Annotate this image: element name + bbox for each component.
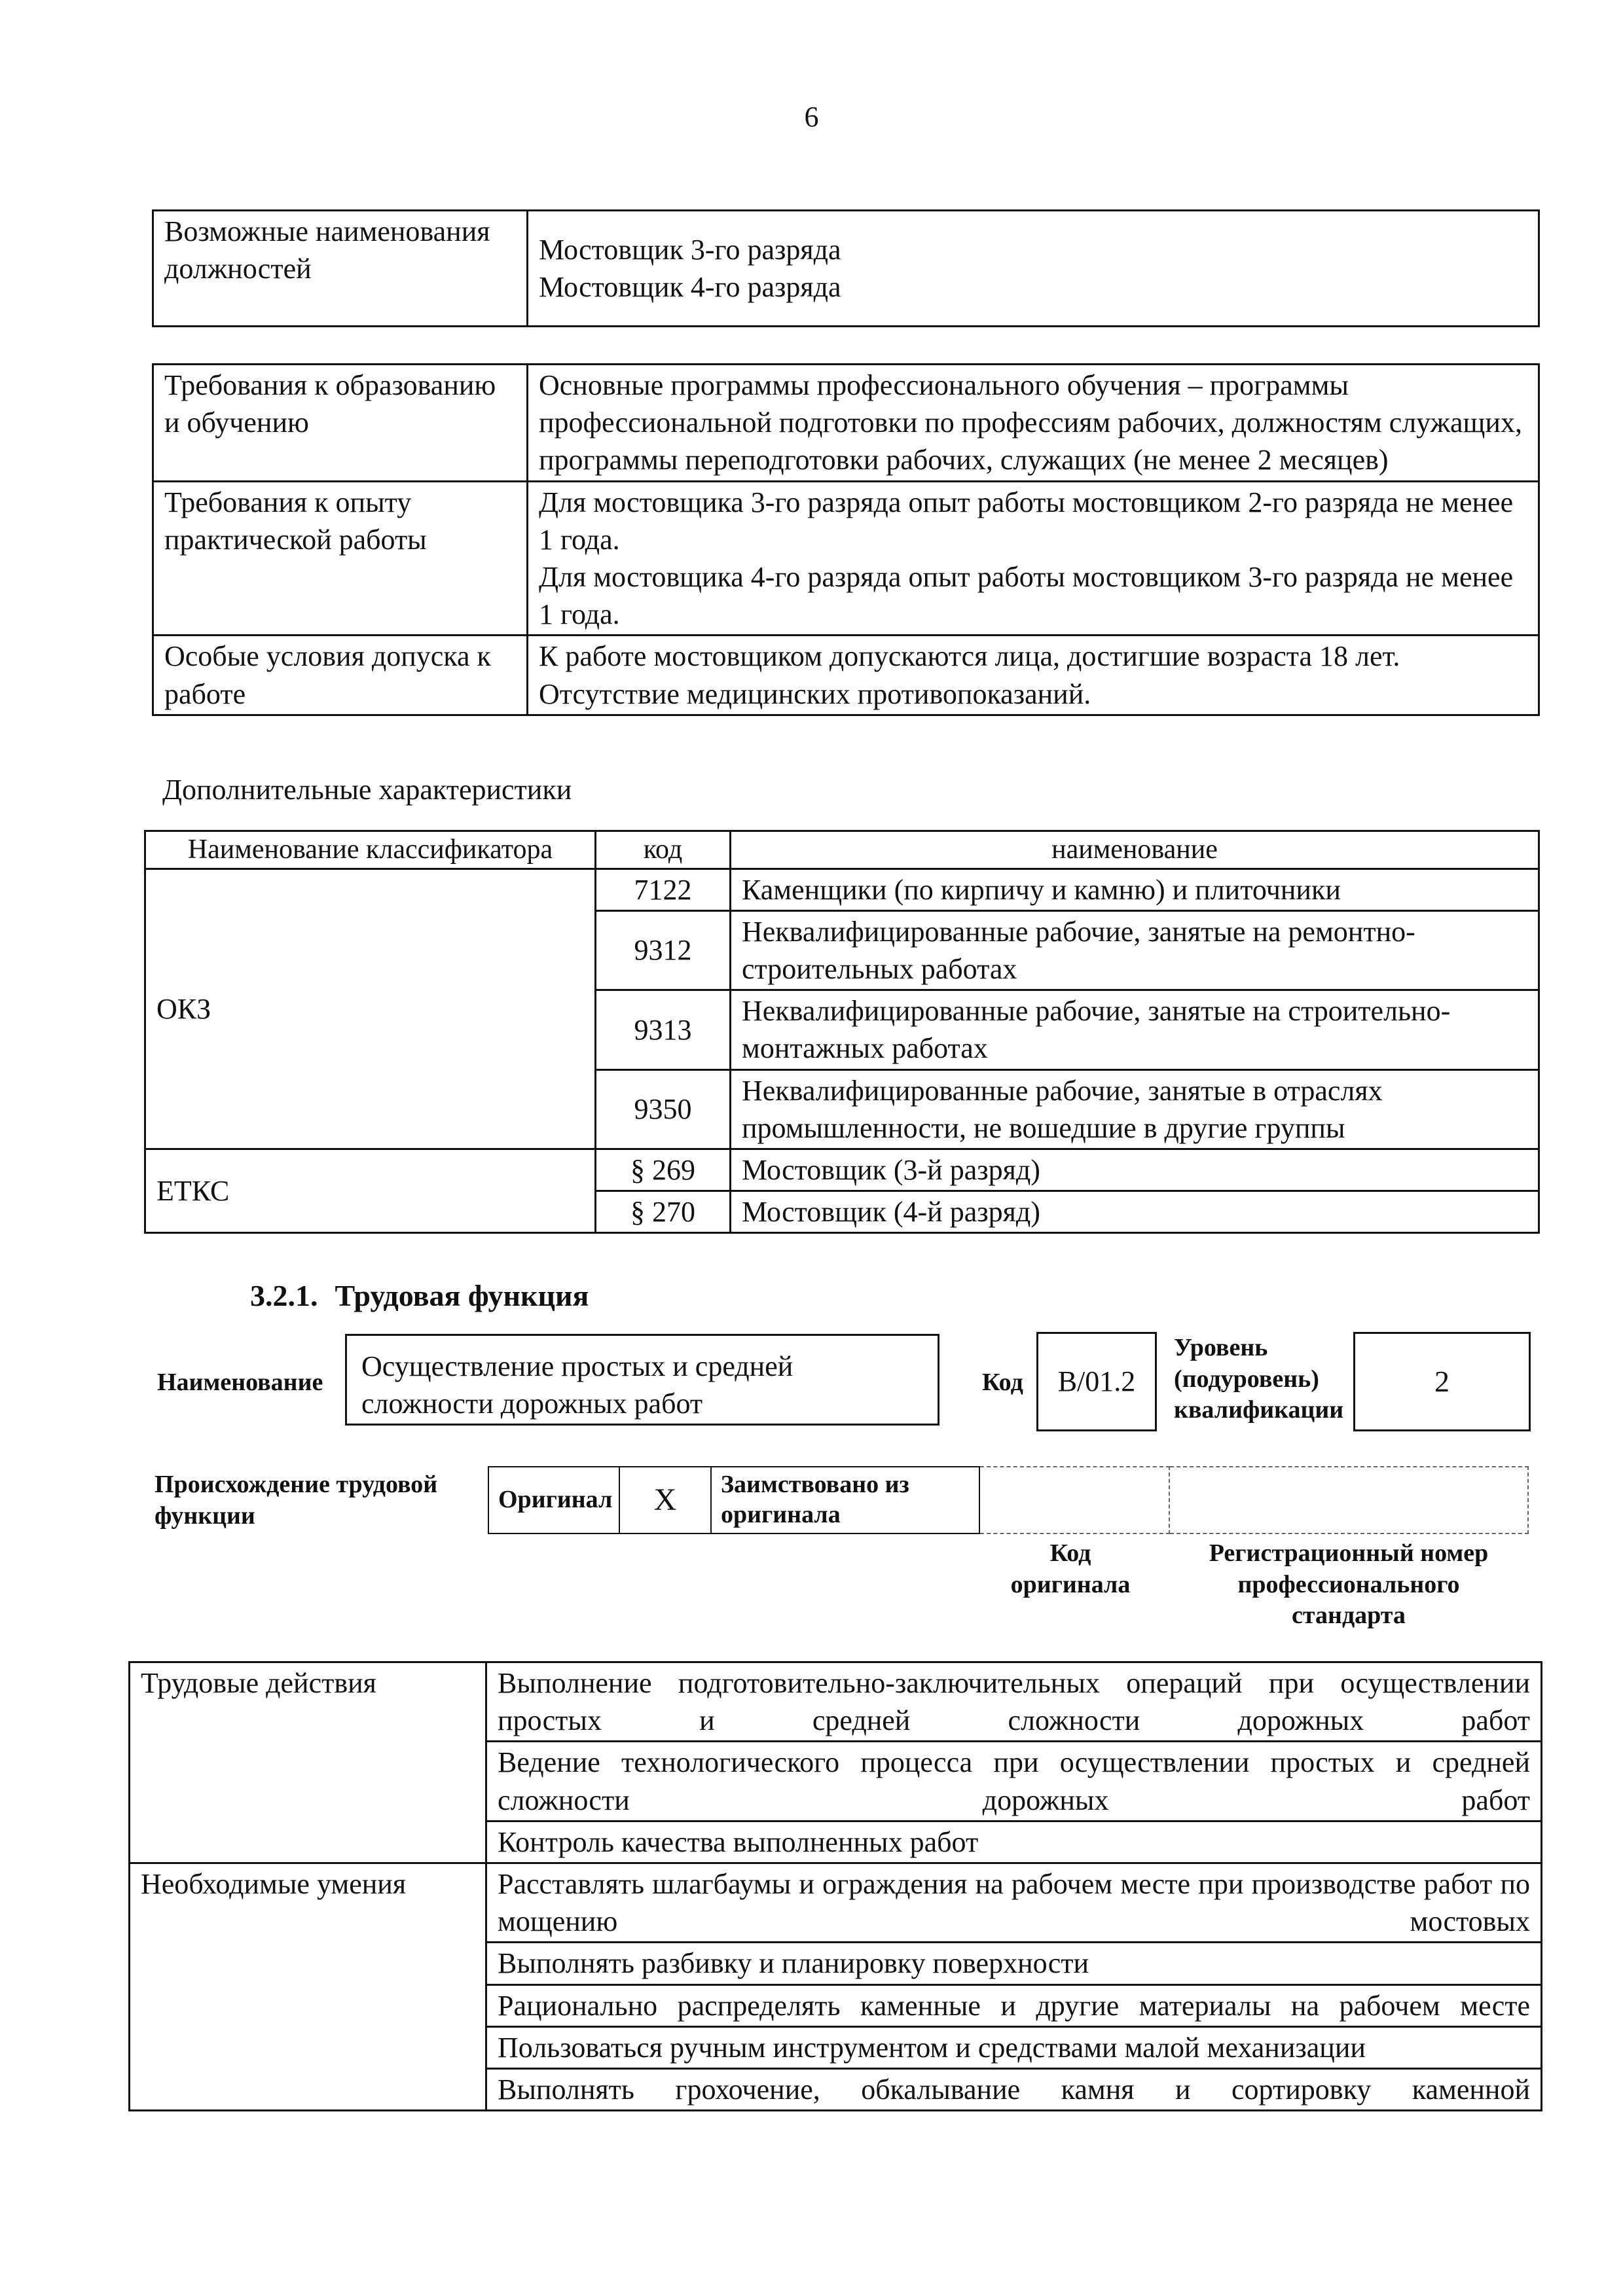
column-header: Наименование классификатора xyxy=(145,831,596,869)
function-name-label: Наименование xyxy=(157,1369,323,1396)
caption-line: оригинала xyxy=(1010,1570,1131,1598)
borrowed-label-line: оригинала xyxy=(721,1501,841,1528)
skills-label: Необходимые умения xyxy=(130,1863,486,2110)
table-row xyxy=(145,869,1539,910)
requirement-value xyxy=(528,481,1539,636)
table-row xyxy=(145,1149,1539,1191)
level-label-line: Уровень xyxy=(1174,1334,1268,1361)
activities-skills-table xyxy=(128,1661,1542,2111)
function-level-label xyxy=(1174,1333,1343,1426)
classifier-name: ОКЗ xyxy=(145,869,596,1149)
classifier-name: ЕТКС xyxy=(145,1149,596,1232)
requirement-label: Требования к опыту практической работы xyxy=(153,481,528,636)
positions-values xyxy=(528,211,1539,327)
classifier-item-name: Неквалифицированные рабочие, занятые в отраслях промышленности, не вошедшие в другие группы xyxy=(731,1069,1539,1149)
borrowed-label-line: Заимствовано из xyxy=(721,1471,909,1499)
skill-item: Пользоваться ручным инструментом и средствами малой механизации xyxy=(486,2026,1542,2068)
table-row xyxy=(153,636,1539,715)
requirement-label: Требования к образованию и обучению xyxy=(153,365,528,482)
caption-line: профессионального xyxy=(1237,1570,1460,1598)
classifier-item-name: Неквалифицированные рабочие, занятые на ремонтно-строительных работах xyxy=(731,910,1539,990)
column-header: наименование xyxy=(731,831,1539,869)
section-header xyxy=(250,1276,589,1316)
position-name: Мостовщик 4-го разряда xyxy=(539,271,841,303)
original-label: Оригинал xyxy=(488,1467,619,1534)
table-row xyxy=(153,365,1539,482)
classifier-code: 9350 xyxy=(596,1069,731,1149)
function-code: В/01.2 xyxy=(1036,1332,1157,1431)
activity-item: Ведение технологического процесса при осуществлении простых и средней сложности дорожных работ xyxy=(486,1742,1542,1821)
classifier-code: 9313 xyxy=(596,990,731,1069)
table-row xyxy=(130,1662,1542,1742)
level-label-line: (подуровень) xyxy=(1174,1365,1319,1393)
skill-item: Выполнять грохочение, обкалывание камня и сортировку каменной xyxy=(486,2068,1542,2110)
original-code-cell xyxy=(979,1467,1169,1534)
requirement-line: К работе мостовщиком допускаются лица, достигшие возраста 18 лет. xyxy=(539,640,1400,673)
classifier-code: 9312 xyxy=(596,910,731,990)
caption-line: стандарта xyxy=(1292,1602,1406,1629)
original-code-caption xyxy=(1008,1538,1133,1600)
registration-number-cell xyxy=(1169,1467,1528,1534)
requirement-label: Особые условия допуска к работе xyxy=(153,636,528,715)
section-title: Трудовая функция xyxy=(335,1279,589,1312)
level-label-line: квалификации xyxy=(1174,1396,1344,1424)
caption-line: Код xyxy=(1049,1539,1091,1567)
section-number: 3.2.1. xyxy=(250,1279,318,1312)
skill-item: Рационально распределять каменные и другие материалы на рабочем месте xyxy=(486,1984,1542,2026)
table-row xyxy=(488,1467,1528,1534)
positions-table xyxy=(152,209,1540,327)
requirement-value: Основные программы профессионального обучения – программы профессиональной подготовки по профессиям рабочих, должностям служащих, программы переподготовки рабочих, служащих (не менее 2 месяцев) xyxy=(528,365,1539,482)
table-row xyxy=(130,1863,1542,1942)
table-row xyxy=(153,481,1539,636)
origin-label-line: Происхождение трудовой xyxy=(155,1471,438,1498)
origin-table xyxy=(488,1466,1529,1534)
table-header-row xyxy=(145,831,1539,869)
original-mark: X xyxy=(619,1467,711,1534)
classifier-code: § 269 xyxy=(596,1149,731,1191)
skill-item: Выполнять разбивку и планировку поверхности xyxy=(486,1943,1542,1984)
classifier-item-name: Мостовщик (4-й разряд) xyxy=(731,1191,1539,1233)
activity-item: Выполнение подготовительно-заключительных операций при осуществлении простых и средней сложности дорожных работ xyxy=(486,1662,1542,1742)
additional-title: Дополнительные характеристики xyxy=(162,774,572,806)
borrowed-label xyxy=(711,1467,979,1534)
function-level: 2 xyxy=(1353,1332,1531,1431)
column-header: код xyxy=(596,831,731,869)
activities-label: Трудовые действия xyxy=(130,1662,486,1863)
function-name: Осуществление простых и средней сложности дорожных работ xyxy=(345,1334,939,1426)
classifier-item-name: Мостовщик (3-й разряд) xyxy=(731,1149,1539,1191)
page-number: 6 xyxy=(804,101,819,133)
origin-label xyxy=(155,1469,437,1532)
origin-label-line: функции xyxy=(155,1501,255,1530)
requirement-line: Для мостовщика 4-го разряда опыт работы мостовщиком 3-го разряда не менее 1 года. xyxy=(539,560,1514,631)
position-name: Мостовщик 3-го разряда xyxy=(539,233,841,266)
classifier-code: 7122 xyxy=(596,869,731,910)
requirement-value xyxy=(528,636,1539,715)
positions-label: Возможные наименования должностей xyxy=(153,211,528,327)
classifier-table xyxy=(144,830,1540,1234)
requirement-line: Для мостовщика 3-го разряда опыт работы мостовщиком 2-го разряда не менее 1 года. xyxy=(539,486,1514,556)
requirements-table xyxy=(152,363,1540,716)
classifier-code: § 270 xyxy=(596,1191,731,1233)
classifier-item-name: Каменщики (по кирпичу и камню) и плиточники xyxy=(731,869,1539,910)
caption-line: Регистрационный номер xyxy=(1209,1539,1489,1567)
skill-item: Расставлять шлагбаумы и ограждения на рабочем месте при производстве работ по мощению мостовых xyxy=(486,1863,1542,1942)
classifier-item-name: Неквалифицированные рабочие, занятые на строительно-монтажных работах xyxy=(731,990,1539,1069)
function-code-label: Код xyxy=(982,1369,1023,1396)
requirement-line: Отсутствие медицинских противопоказаний. xyxy=(539,677,1091,710)
registration-number-caption xyxy=(1172,1538,1525,1632)
activity-item: Контроль качества выполненных работ xyxy=(486,1821,1542,1863)
